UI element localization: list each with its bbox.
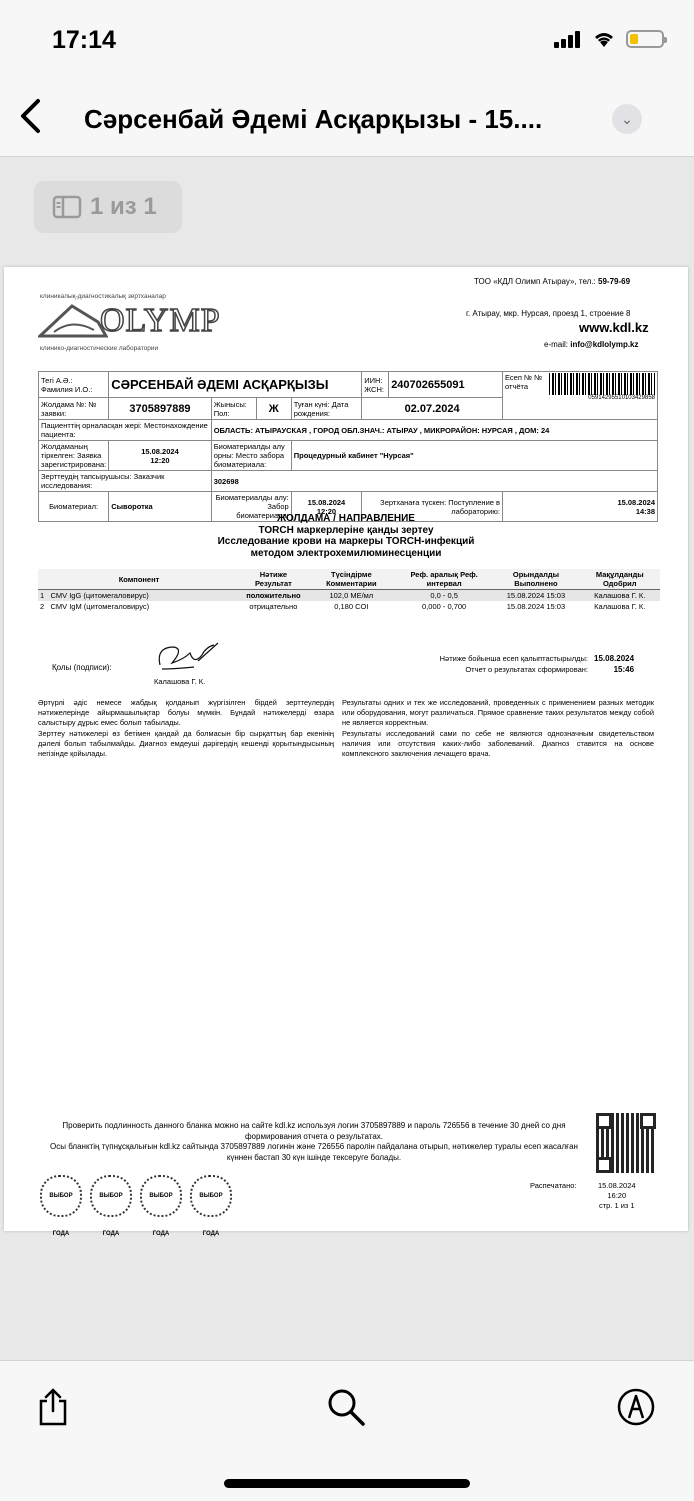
- pdf-viewer[interactable]: [0, 157, 694, 1360]
- patient-name: СӘРСЕНБАЙ ӘДЕМІ АСҚАРҚЫЗЫ: [109, 372, 362, 398]
- award-badge: ВЫБОР ГОДА: [40, 1175, 82, 1217]
- navigation-bar: [0, 84, 694, 157]
- patient-dob: 02.07.2024: [362, 398, 503, 420]
- note-kz-2: Зерттеу нәтижелері өз бетімен қандай да болмасын бір сырқаттың бар екенінің дәлелі болып табылмайды. Диагноз емдеуші дәрігердің кешенді қорытындысының негізінде қойылады.: [38, 729, 334, 758]
- patient-location: ОБЛАСТЬ: АТЫРАУСКАЯ , ГОРОД ОБЛ.ЗНАЧ.: АТЫРАУ , МИКРОРАЙОН: НУРСАЯ , ДОМ: 24: [211, 420, 657, 441]
- signer-name: Калашова Г. К.: [154, 677, 206, 686]
- company-site: www.kdl.kz: [579, 320, 649, 335]
- document-title: Сәрсенбай Әдемі Асқарқызы - 15....: [84, 104, 543, 134]
- patient-iin: 240702655091: [389, 372, 503, 398]
- company-email: e-mail: info@kdlolymp.kz: [544, 340, 639, 349]
- markup-icon: [616, 1387, 656, 1427]
- report-formed-datetime: 15.08.2024 15:46: [594, 654, 635, 674]
- chevron-left-icon: [18, 98, 42, 134]
- table-row: 1 CMV IgG (цитомегаловирус) положительно 102,0 МЕ/мл 0,0 - 0,5 15.08.2024 15:03 Калашова Г. К.: [38, 590, 660, 602]
- share-button[interactable]: [36, 1387, 70, 1435]
- signature-mark: [154, 639, 224, 673]
- qr-code: [596, 1113, 656, 1173]
- collection-place: Процедурный кабинет "Нурсая": [291, 441, 657, 471]
- report-formed-label: Нәтиже бойынша есеп қалыптастырылды: Отчет о результатах сформирован:: [439, 654, 588, 674]
- document-page: [4, 267, 688, 1237]
- note-kz-1: Әртүрлі әдіс немесе жабдық қолданып жүргізілген бірдей зерттеулердің нәтижелерінде айырмашылықтар болуы мүмкін. Бұндай нәтижелерді өзара салыстыру дұрыс емес болып табылады.: [38, 698, 334, 727]
- logo-caption-ru: клинико-диагностические лаборатории: [40, 345, 159, 352]
- verify-text: Проверить подлинность данного бланка можно на сайте kdl.kz используя логин 3705897889 и пароль 726556 в течение 30 дней со дня формирования отчета о результатах. Осы бланктің түпнұсқалығын kdl.kz сайтында 3705897889 логинін және 726556 паролін пайдалана отырып, нәтижелер туралы есеп жасалған күннен бастап 30 күн ішінде тексеруге болады.: [50, 1121, 578, 1162]
- olymp-logo: OLYMP: [38, 302, 228, 342]
- taken-datetime: 15.08.2024 12:20: [291, 492, 361, 522]
- logo-caption-kz: клиникалық-диагностикалық зертханалар: [40, 293, 166, 300]
- customer-code: 302698: [211, 471, 657, 492]
- award-badge: ВЫБОР ГОДА: [140, 1175, 182, 1217]
- sidebar-icon: [52, 195, 82, 219]
- award-badge: ВЫБОР ГОДА: [190, 1175, 232, 1217]
- barcode: Есеп № № отчёта 05914295510103429858: [503, 372, 658, 420]
- status-bar: [0, 0, 694, 84]
- results-table: Компонент Нәтиже Результат Түсіндірме Комментарии Реф. аралық Реф. интервал Орындалды Выполнено Мақұлданды Одобрил 1 CMV IgG (цитомегаловирус) положительно 102,0 МЕ/мл 0,0 - 0,5 15.08.2024 15:03 Калашова Г. К. 2 CMV IgM (цитомегаловирус) отрицательно 0,180 COI 0,000 - 0,700 15.08.2024 15:03 Калашова Г. К.: [38, 569, 660, 612]
- page-count: 1 из 1: [90, 193, 157, 220]
- patient-sex: Ж: [256, 398, 291, 420]
- search-icon: [326, 1387, 366, 1427]
- table-row: 2 CMV IgM (цитомегаловирус) отрицательно 0,180 COI 0,000 - 0,700 15.08.2024 15:03 Калашова Г. К.: [40, 602, 646, 611]
- received-datetime: 15.08.2024 14:38: [503, 492, 658, 522]
- order-number: 3705897889: [109, 398, 211, 420]
- markup-button[interactable]: [616, 1387, 656, 1435]
- battery-icon: [626, 30, 664, 48]
- chevron-down-icon: ⌄: [621, 111, 633, 127]
- company-line: ТОО «КДЛ Олимп Атырау», тел.: 59-79-69: [474, 277, 631, 286]
- page-indicator[interactable]: [34, 181, 182, 233]
- award-badge: ВЫБОР ГОДА: [90, 1175, 132, 1217]
- registration-datetime: 15.08.2024 12:20: [109, 441, 211, 471]
- search-button[interactable]: [326, 1387, 366, 1435]
- award-badges: [40, 1175, 232, 1237]
- note-ru-2: Результаты исследований сами по себе не являются однозначным свидетельством наличия или отсутствия каких-либо заболеваний. Диагноз ставится на основе комплексного заключения лечащего врача.: [342, 729, 654, 758]
- printed-datetime: 15.08.2024 16:20 стр. 1 из 1: [598, 1181, 636, 1210]
- wifi-icon: [592, 30, 616, 48]
- clock: 17:14: [52, 26, 116, 54]
- report-heading: ЖОЛДАМА / НАПРАВЛЕНИЕ TORCH маркерлеріне қанды зертеу Исследование крови на маркеры TORCH-инфекций методом электрохемилюминесценции: [217, 513, 475, 559]
- patient-info-table: Тегі А.Ә.: Фамилия И.О.: СӘРСЕНБАЙ ӘДЕМІ АСҚАРҚЫЗЫ ИИН: ЖСН: 240702655091 Есеп № № отчёта 05914295510103429858 Жолдама №: № заявки: 3705897889 Жынысы: Пол: Ж Туған күні: Дата рождения: 02.07.2024 Пациенттің орналасқан жері: Местонахождение пациента: ОБЛАСТЬ: АТЫРАУСКАЯ , ГОРОД ОБЛ.ЗНАЧ.: АТЫРАУ , МИКРОРАЙОН: НУРСАЯ , ДОМ: 24 Жолдаманың тіркелген: Заявка зарегистрирована: 15.08.2024 12:20 Биоматериалды алу орны: Место забора биоматериала: Процедурный кабинет "Нурсая" Зерттеудің тапсырушысы: Заказчик исследования: 302698 Биоматериал: Сыворотка Биоматериалды алу: Забор биоматериала: 15.08.2024 12:20 Зертханаға түскен: Поступление в лабораторию: 15.08.2024 14:38: [38, 371, 658, 522]
- signal-icon: [554, 30, 582, 48]
- note-ru-1: Результаты одних и тех же исследований, проведенных с применением разных методик или оборудования, могут различаться. Прямое сравнение таких результатов между собой не является корректным.: [342, 698, 654, 727]
- biomaterial: Сыворотка: [109, 492, 211, 522]
- company-address: г. Атырау, мкр. Нурсая, проезд 1, строение 8: [466, 309, 631, 318]
- signature-label: Қолы (подписи):: [52, 663, 112, 672]
- printed-label: Распечатано:: [530, 1181, 577, 1190]
- home-indicator: [224, 1479, 470, 1488]
- back-button[interactable]: [18, 98, 42, 141]
- share-icon: [36, 1387, 70, 1427]
- title-menu-button[interactable]: [612, 104, 642, 134]
